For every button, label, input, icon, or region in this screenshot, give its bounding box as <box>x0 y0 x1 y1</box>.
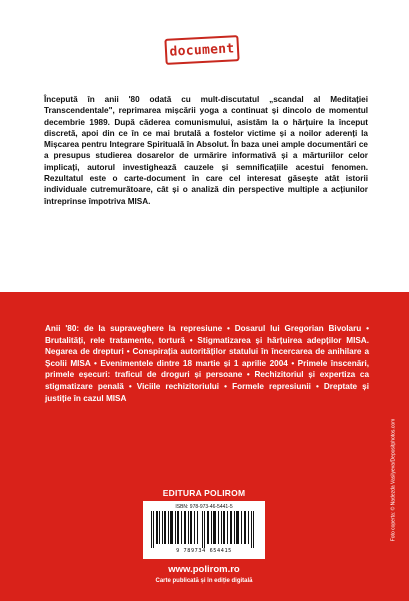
contents-summary: Anii '80: de la supraveghere la represiune • Dosarul lui Gregorian Bivolaru • Brutalități, rele tratamente, tortură • Stigmatizarea și hărțuirea adepților MISA. Negarea de drepturi • Conspirația autorităților statului în încercarea de anihilare a Școlii MISA • Evenimentele dintre 18 martie și 1 aprilie 2004 • Primele înscenări, primele eșecuri: traficul de droguri și persoane • Rechizitoriul și expertiza ca stigmatizare penală • Viciile rechizitoriului • Formele represiunii • Dreptate și justiție în cazul MISA <box>45 324 369 403</box>
photo-credit-text: Foto coperta: © Nadezda Vasilyeva/Depositphotos.com <box>390 418 397 542</box>
publisher-website: www.polirom.ro <box>168 564 240 575</box>
barcode-box <box>143 501 265 559</box>
photo-credit <box>386 400 400 560</box>
digital-edition-note: Carte publicată și în ediție digitală <box>155 578 253 584</box>
barcode-icon <box>149 511 259 548</box>
isbn-label: ISBN: 978-973-46-5441-5 <box>175 504 233 510</box>
book-blurb: Începută în anii '80 odată cu mult-discutatul „scandal al Meditației Transcendentale", reprimarea mișcării yoga a continuat și dincolo de momentul decembrie 1989. După căderea comunismului, asistăm la o hărțuire la început discretă, apoi din ce în ce mai brutală a fostelor victime și a noilor aderenți la Mișcarea pentru Integrare Spirituală în Absolut. În baza unei ample documentări ce a presupus studierea dosarelor de urmărire informativă și a mărturiilor celor implicați, autorul investighează cauzele și semnificațiile acestui fenomen. Rezultatul este o carte-document în care cel interesat găsește atât istorii individuale cutremurătoare, cât și o analiză din perspective multiple a acțiunilor întreprinse împotriva MISA. <box>44 95 368 206</box>
document-stamp <box>164 35 239 65</box>
document-stamp-label: document <box>169 40 235 60</box>
barcode-digits: 9 789734 654415 <box>176 548 232 554</box>
publisher-name: EDITURA POLIROM <box>162 488 246 498</box>
